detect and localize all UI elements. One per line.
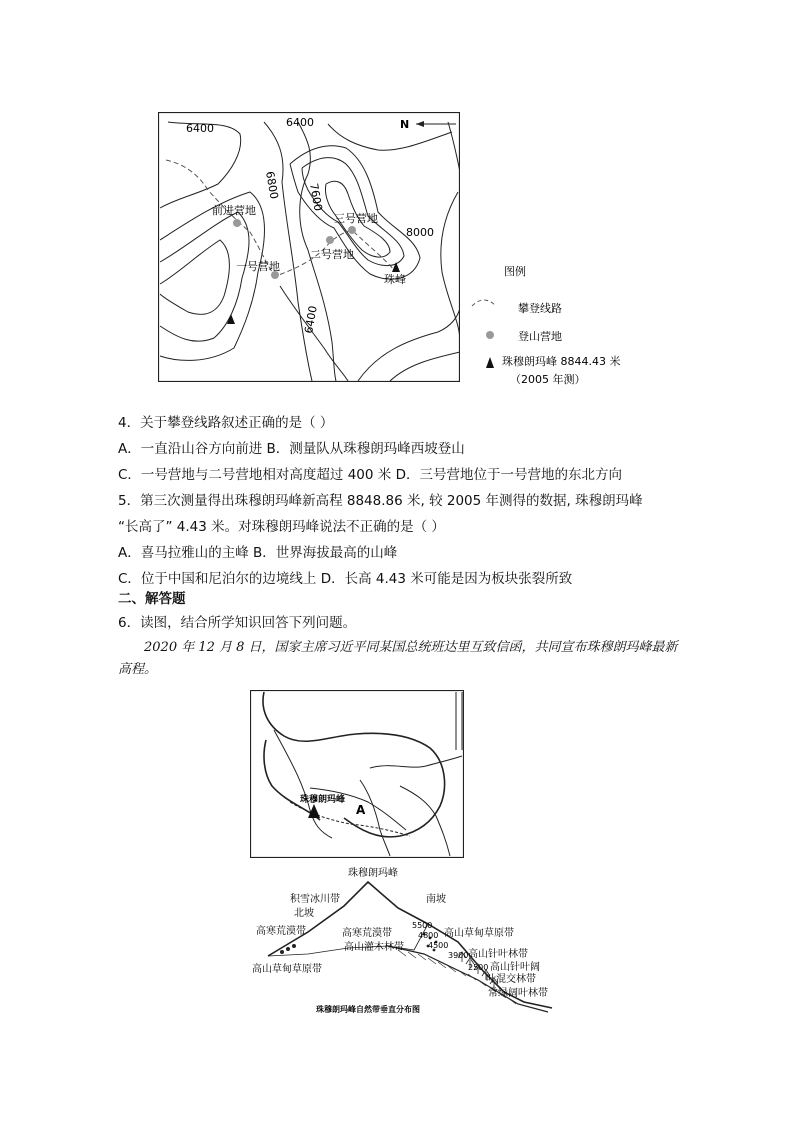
section-title: 二、解答题 [118, 591, 186, 607]
map-legend [470, 262, 650, 392]
legend-peak-label: 珠穆朗玛峰 8844.43 米 [502, 355, 621, 368]
question-4: 4．关于攀登线路叙述正确的是（ ） [118, 415, 334, 431]
elev-4500: 4500 [428, 941, 449, 950]
legend-route-icon [472, 300, 496, 306]
camp3-label: 三号营地 [334, 212, 378, 225]
camp3-dot [348, 226, 356, 234]
point-a-label: A [356, 803, 366, 817]
profile-caption: 珠穆朗玛峰自然带垂直分布图 [316, 1005, 420, 1014]
contour-map [158, 112, 460, 382]
elev-2500: 2500 [468, 963, 489, 972]
contour-label-7600: 7600 [307, 182, 325, 213]
everest-label: 珠峰 [384, 273, 406, 286]
q4-options-ab: A．一直沿山谷方向前进 B．测量队从珠穆朗玛峰西坡登山 [118, 441, 465, 457]
camp-forward-dot [233, 219, 241, 227]
profile-s-mixed: 叶混交林带 [486, 974, 536, 985]
profile-s-conifer: 高山针叶林带 [468, 949, 528, 960]
camp2-label: 二号营地 [310, 248, 354, 261]
question-5-line2: “长高了” 4.43 米。对珠穆朗玛峰说法不正确的是（ ） [118, 519, 445, 535]
contour-label-6400-b: 6400 [286, 116, 314, 129]
camp2-dot [326, 236, 334, 244]
profile-glacier: 积雪冰川带 [290, 894, 340, 905]
everest-map2-label: 珠穆朗玛峰 [300, 795, 346, 805]
q5-options-cd: C．位于中国和尼泊尔的边境线上 D．长高 4.43 米可能是因为板块张裂所致 [118, 571, 573, 587]
zonation-diagram [248, 862, 568, 1020]
legend-camp-label: 登山营地 [518, 330, 562, 343]
north-label: N [400, 118, 410, 131]
elev-4800: 4800 [418, 931, 439, 940]
profile-south: 南坡 [426, 894, 446, 905]
contour-map-svg [158, 112, 460, 382]
profile-s-shrub: 高山灌木林带 [344, 942, 404, 953]
question-5-line1: 5．第三次测量得出珠穆朗玛峰新高程 8848.86 米, 较 2005 年测得的数据, 珠穆朗玛峰 [118, 493, 643, 509]
question-6: 6．读图，结合所学知识回答下列问题。 [118, 615, 357, 631]
q5-options-ab: A．喜马拉雅山的主峰 B．世界海拔最高的山峰 [118, 545, 398, 561]
legend-camp-icon [486, 331, 494, 339]
profile-peak-label: 珠穆朗玛峰 [348, 868, 398, 879]
region-map [250, 690, 464, 858]
legend-peak-year: （2005 年测） [510, 373, 586, 386]
elev-5500: 5500 [412, 921, 433, 930]
contour-label-6800: 6800 [263, 170, 281, 201]
legend-peak-icon [486, 357, 494, 368]
camp-forward-label: 前进营地 [212, 204, 256, 217]
profile-s-conifer2: 高山针叶阔 [490, 962, 540, 973]
profile-n-meadow: 高山草甸草原带 [252, 964, 322, 975]
camp1-label: 一号营地 [236, 260, 280, 273]
question-6-text: 2020 年 12 月 8 日，国家主席习近平同某国总统班达里互致信函，共同宣布珠穆朗玛峰最新高程。 [118, 640, 678, 677]
q4-options-cd: C．一号营地与二号营地相对高度超过 400 米 D．三号营地位于一号营地的东北方向 [118, 467, 622, 483]
legend-route-label: 攀登线路 [518, 302, 562, 315]
legend-title: 图例 [504, 265, 526, 278]
profile-s-evergreen: 常绿阔叶林带 [488, 988, 548, 999]
profile-n-desert: 高寒荒漠带 [256, 926, 306, 937]
profile-north: 北坡 [294, 908, 314, 919]
elev-3900: 3900 [448, 951, 469, 960]
profile-s-desert: 高寒荒漠带 [342, 928, 392, 939]
contour-label-6400-a: 6400 [186, 122, 214, 135]
contour-label-6400-c: 6400 [302, 304, 320, 335]
contour-label-8000: 8000 [406, 226, 434, 239]
profile-s-meadow: 高山草甸草原带 [444, 928, 514, 939]
